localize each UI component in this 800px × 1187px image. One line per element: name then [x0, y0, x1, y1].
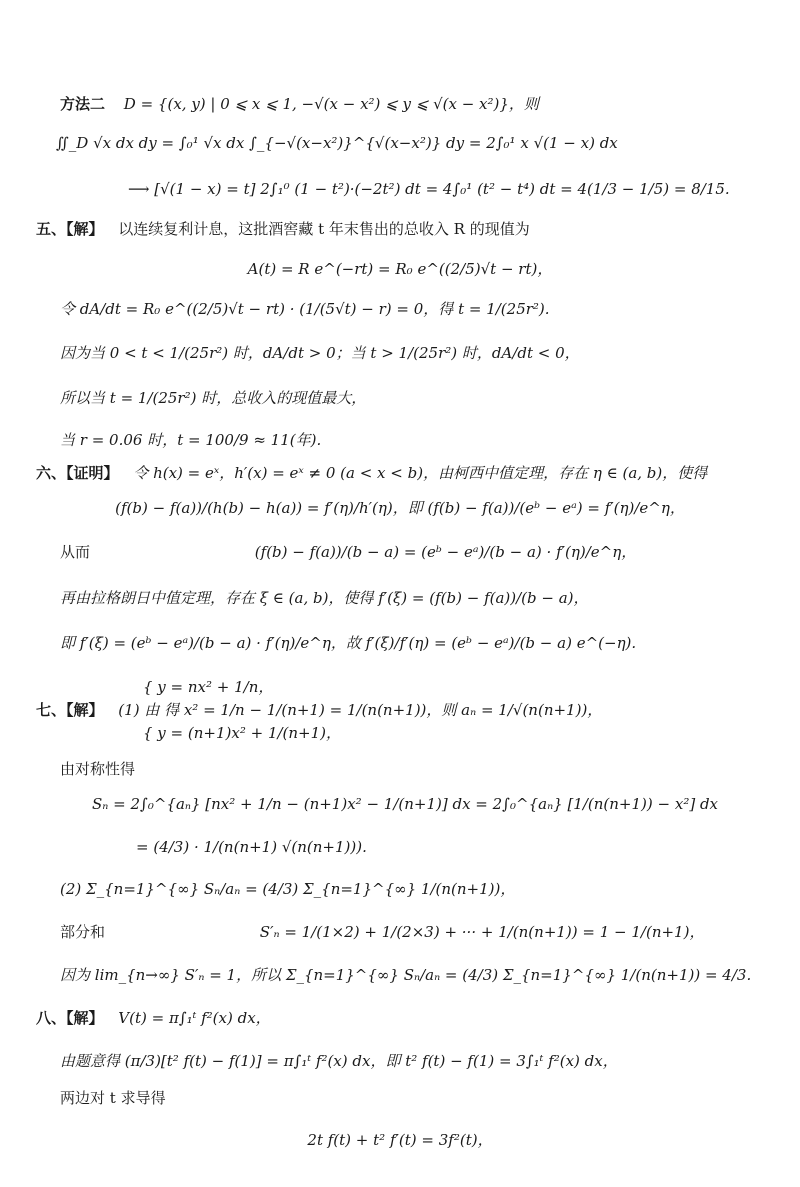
differential-equation: 2t f(t) + t² f′(t) = 3f²(t)， [307, 1131, 493, 1149]
problem-7-label: 七、【解】 [36, 701, 104, 719]
cauchy-equation: (f(b) − f(a))/(h(b) − h(a)) = f′(η)/h′(η)，即 (f(b) − f(a))/(eᵇ − eᵃ) = f′(η)/e^η， [115, 499, 685, 517]
numeric-result: 当 r = 0.06 时，t = 100/9 ≈ 11(年). [60, 431, 322, 449]
volume-formula: V(t) = π∫₁ᵗ f²(x) dx， [118, 1009, 271, 1027]
volume-condition: 由题意得 (π/3)[t² f(t) − f(1)] = π∫₁ᵗ f²(x) dx，即 t² f(t) − f(1) = 3∫₁ᵗ f²(x) dx， [60, 1052, 618, 1070]
problem-5-label: 五、【解】 [36, 220, 104, 238]
problem-6-label: 六、【证明】 [36, 464, 119, 482]
problem-5-intro: 以连续复利计息，这批酒窖藏 t 年末售出的总收入 R 的现值为 [118, 220, 530, 238]
final-proof-equation: 即 f′(ξ) = (eᵇ − eᵃ)/(b − a) · f′(η)/e^η，故 f′(ξ)/f′(η) = (eᵇ − eᵃ)/(b − a) e^(−η). [60, 634, 637, 652]
consequence-line [60, 545, 636, 560]
consequence-label: 从而 [60, 543, 91, 561]
differentiate-note: 两边对 t 求导得 [60, 1089, 166, 1107]
lagrange-step: 再由拉格朗日中值定理，存在 ξ ∈ (a, b)，使得 f′(ξ) = (f(b) − f(a))/(b − a)， [60, 589, 589, 607]
derivative-condition: 令 dA/dt = R₀ e^((2/5)√t − rt) · (1/(5√t) − r) = 0，得 t = 1/(25r²). [60, 300, 550, 318]
symmetry-note: 由对称性得 [60, 760, 136, 778]
partial-sum-label: 部分和 [60, 923, 106, 941]
area-result: = (4/3) · 1/(n(n+1) √(n(n+1))). [136, 838, 367, 856]
problem-8-label: 八、【解】 [36, 1009, 104, 1027]
problem-6-intro: 令 h(x) = eˣ，h′(x) = eˣ ≠ 0 (a < x < b)，由柯西中值定理，存在 η ∈ (a, b)，使得 [133, 464, 708, 482]
area-integral: Sₙ = 2∫₀^{aₙ} [nx² + 1/n − (n+1)x² − 1/(n+1)] dx = 2∫₀^{aₙ} [1/(n(n+1)) − x²] dx [92, 795, 719, 813]
problem-7-header [36, 703, 602, 718]
partial-sum-line [60, 925, 704, 940]
substitution-step: ⟶ [√(1 − x) = t] 2∫₁⁰ (1 − t²)·(−2t²) dt = 4∫₀¹ (t² − t⁴) dt = 4(1/3 − 1/5) = 8/15. [128, 180, 730, 198]
region-definition: D = {(x, y) | 0 ⩽ x ⩽ 1, −√(x − x²) ⩽ y ⩽ √(x − x²)}，则 [123, 95, 539, 113]
monotonicity-analysis: 因为当 0 < t < 1/(25r²) 时，dA/dt > 0；当 t > 1/(25r²) 时，dA/dt < 0， [60, 344, 580, 362]
system-equation-1: { y = nx² + 1/n， [143, 678, 274, 696]
method-two-line [60, 97, 539, 112]
system-equation-2: { y = (n+1)x² + 1/(n+1)， [143, 724, 342, 742]
problem-8-header [36, 1011, 271, 1026]
series-sum-result: 因为 lim_{n→∞} S′ₙ = 1，所以 Σ_{n=1}^{∞} Sₙ/aₙ = (4/3) Σ_{n=1}^{∞} 1/(n(n+1)) = 4/3. [60, 966, 752, 984]
double-integral-step: ∬_D √x dx dy = ∫₀¹ √x dx ∫_{−√(x−x²)}^{√(x−x²)} dy = 2∫₀¹ x √(1 − x) dx [56, 134, 618, 152]
problem-5-header [36, 222, 530, 237]
present-value-formula: A(t) = R e^(−rt) = R₀ e^((2/5)√t − rt)， [247, 260, 553, 278]
partial-sum-equation: S′ₙ = 1/(1×2) + 1/(2×3) + ··· + 1/(n(n+1)) = 1 − 1/(n+1)， [259, 923, 705, 941]
method-label: 方法二 [60, 95, 106, 113]
maximum-conclusion: 所以当 t = 1/(25r²) 时，总收入的现值最大， [60, 389, 367, 407]
intersection-result: (1) 由 得 x² = 1/n − 1/(n+1) = 1/(n(n+1))，则 aₙ = 1/√(n(n+1))， [118, 701, 603, 719]
series-expression: (2) Σ_{n=1}^{∞} Sₙ/aₙ = (4/3) Σ_{n=1}^{∞} 1/(n(n+1))， [60, 880, 516, 898]
consequence-equation: (f(b) − f(a))/(b − a) = (eᵇ − eᵃ)/(b − a) · f′(η)/e^η， [254, 543, 637, 561]
problem-6-header [36, 466, 707, 481]
